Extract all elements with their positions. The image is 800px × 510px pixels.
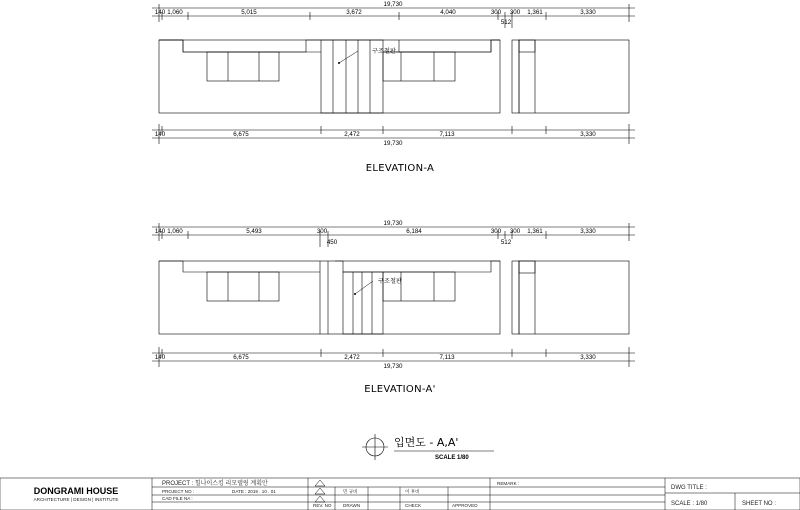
drawn-label: DRAWN bbox=[343, 503, 361, 508]
a-bottom-dim: 7,113 bbox=[439, 131, 455, 138]
a2-bottom-dim: 140 bbox=[154, 354, 166, 361]
a-bottom-dim: 3,330 bbox=[580, 131, 596, 138]
elevation-a-drawing bbox=[152, 4, 635, 144]
a-top-dim: 1,060 bbox=[167, 9, 183, 16]
check-value: 이 후비 bbox=[405, 489, 420, 494]
a2-top-dim: 1,060 bbox=[167, 228, 183, 235]
scale-label: SCALE : 1/80 bbox=[671, 501, 708, 507]
a2-top-total: 19,730 bbox=[383, 220, 403, 227]
elevation-a2-title: ELEVATION-A' bbox=[364, 384, 436, 395]
a2-top-dim: 300 bbox=[509, 228, 521, 235]
a-top-dim: 140 bbox=[154, 9, 166, 16]
drawing-title: 입면도 - A,A' bbox=[394, 436, 459, 449]
a2-top-dim: 1,361 bbox=[527, 228, 543, 235]
dwg-title-label: DWG TITLE : bbox=[671, 485, 707, 491]
a2-top-dim: 300 bbox=[490, 228, 502, 235]
a2-small-dim: 450 bbox=[326, 239, 338, 246]
a-top-dim: 300 bbox=[490, 9, 502, 16]
a2-top-dim: 140 bbox=[154, 228, 166, 235]
a-bottom-dim: 2,472 bbox=[344, 131, 360, 138]
a-top-dim: 3,672 bbox=[346, 9, 362, 16]
project-date: DATE : 2019 . 10 . 01 bbox=[232, 489, 276, 494]
cad-file: CAD FILE NA : bbox=[162, 496, 193, 501]
remark-label: REMARK : bbox=[497, 481, 520, 486]
a2-bottom-dim: 3,330 bbox=[580, 354, 596, 361]
a-bottom-total: 19,730 bbox=[383, 140, 403, 147]
elevation-a-title: ELEVATION-A bbox=[365, 163, 435, 174]
check-label: CHECK bbox=[405, 503, 422, 508]
project-name: PROJECT : 힐나이스킹 리모델링 계획안 bbox=[162, 481, 268, 487]
a-bottom-dim: 140 bbox=[154, 131, 166, 138]
sheet-no-label: SHEET NO : bbox=[742, 501, 776, 507]
a-small-dim: 512 bbox=[500, 19, 512, 26]
project-no: PROJECT NO : bbox=[162, 489, 195, 494]
drawn-value: 민 규비 bbox=[343, 489, 358, 494]
a-top-dim: 1,361 bbox=[527, 9, 543, 16]
revision-triangles-icon bbox=[315, 480, 325, 502]
a2-bottom-dim: 7,113 bbox=[439, 354, 455, 361]
a2-small-dim: 512 bbox=[500, 239, 512, 246]
company-subtitle: ARCHITECTURE | DESIGN | INSTITUTE bbox=[33, 497, 119, 502]
drawing-scale: SCALE 1/80 bbox=[435, 455, 469, 461]
a2-note: 구조철판 bbox=[378, 278, 402, 285]
a2-bottom-dim: 2,472 bbox=[344, 354, 360, 361]
a-top-dim: 3,330 bbox=[580, 9, 596, 16]
approved-label: APPROVED bbox=[452, 503, 478, 508]
a2-top-dim: 5,493 bbox=[246, 228, 262, 235]
a2-top-dim: 3,330 bbox=[580, 228, 596, 235]
company-name: DONGRAMI HOUSE bbox=[33, 486, 119, 496]
a-top-total: 19,730 bbox=[383, 1, 403, 8]
a2-bottom-total: 19,730 bbox=[383, 363, 403, 370]
a-bottom-dim: 6,675 bbox=[233, 131, 249, 138]
a-top-dim: 5,015 bbox=[241, 9, 257, 16]
a2-top-dim: 6,184 bbox=[406, 228, 422, 235]
elevation-a2-drawing bbox=[152, 223, 635, 367]
a2-top-dim: 300 bbox=[316, 228, 328, 235]
a-top-dim: 4,040 bbox=[440, 9, 456, 16]
a-top-dim: 300 bbox=[509, 9, 521, 16]
a-note: 구조철판 bbox=[372, 48, 396, 55]
rev-no-label: REV. NO bbox=[313, 503, 332, 508]
a2-bottom-dim: 6,675 bbox=[233, 354, 249, 361]
